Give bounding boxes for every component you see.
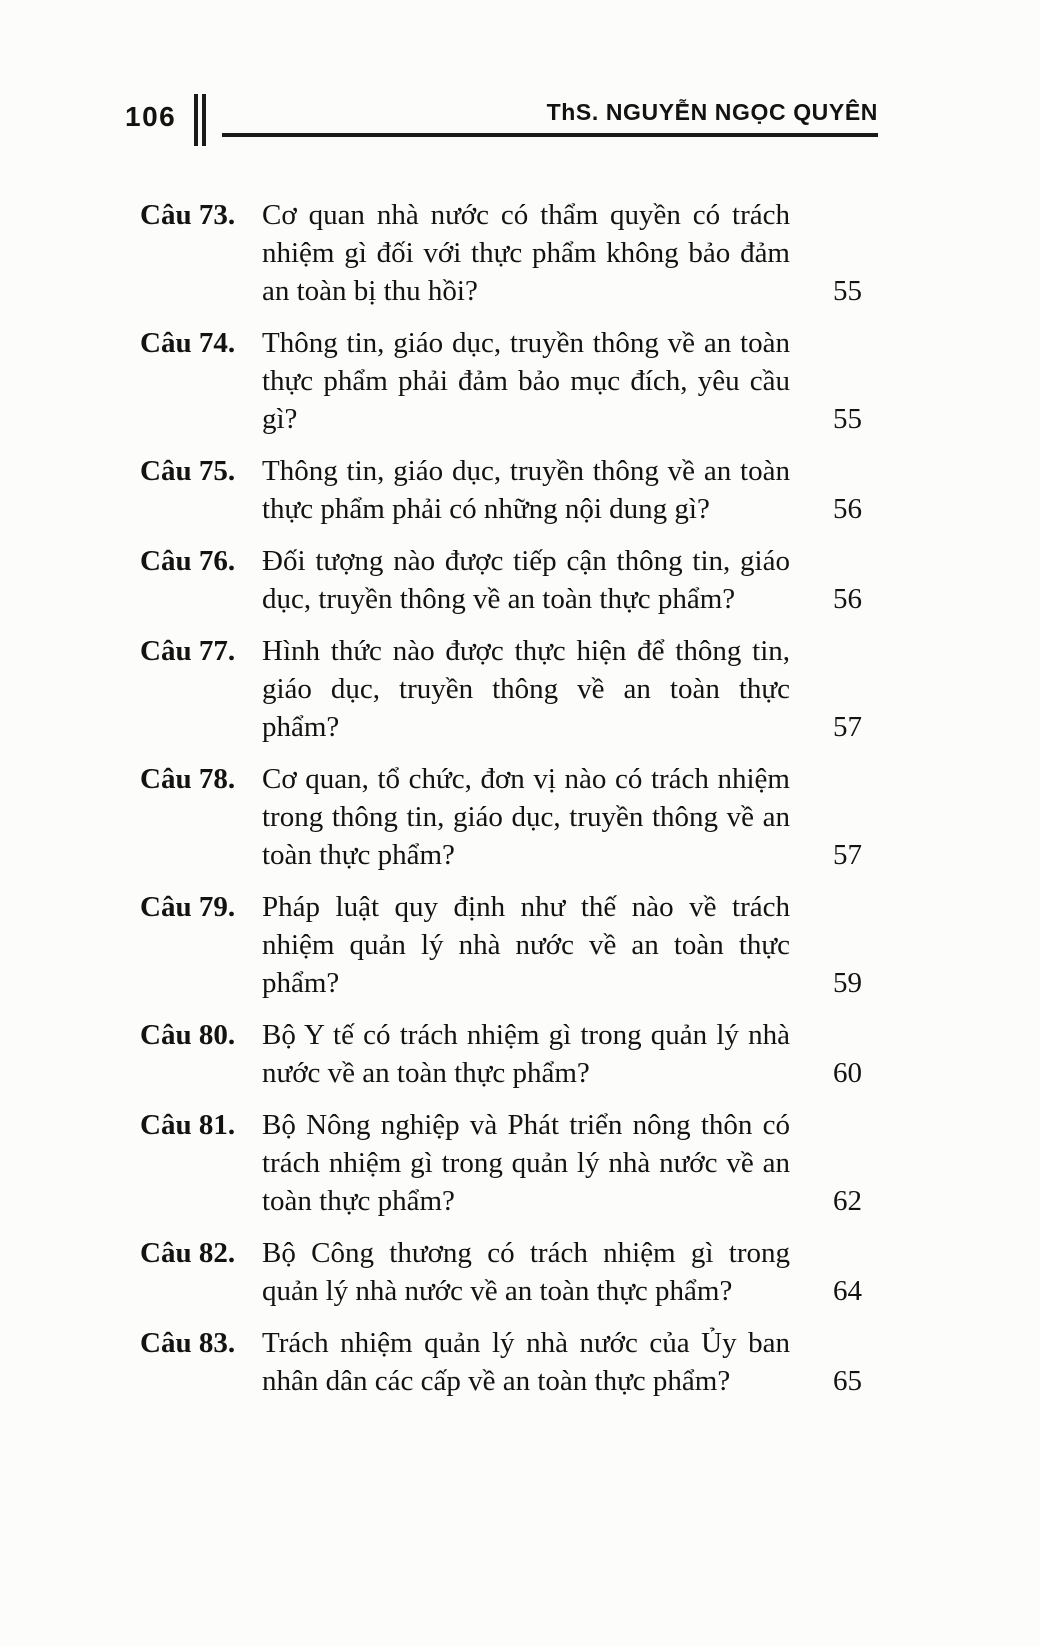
entry-question-label: Câu 79. xyxy=(140,891,236,923)
entry-question-label: Câu 80. xyxy=(140,1019,236,1051)
entry-question-text: Bộ Nông nghiệp và Phát triển nông thôn có trách nhiệm gì trong quản lý nhà nước về an toàn thực phẩm? xyxy=(262,1109,790,1217)
entry-page-number: 56 xyxy=(833,583,862,615)
entry-question-label: Câu 83. xyxy=(140,1327,236,1359)
entry-question-text: Thông tin, giáo dục, truyền thông về an toàn thực phẩm phải đảm bảo mục đích, yêu cầu gì? xyxy=(262,327,790,435)
entry-question-label: Câu 81. xyxy=(140,1109,236,1141)
entry-question-text: Bộ Y tế có trách nhiệm gì trong quản lý nhà nước về an toàn thực phẩm? xyxy=(262,1019,790,1089)
entry-page-number: 64 xyxy=(833,1275,862,1307)
entry-question-label: Câu 77. xyxy=(140,635,236,667)
entry-question-label: Câu 82. xyxy=(140,1237,236,1269)
double-bar-ornament xyxy=(194,94,206,146)
entry-question-label: Câu 78. xyxy=(140,763,236,795)
entry-question-text: Đối tượng nào được tiếp cận thông tin, giáo dục, truyền thông về an toàn thực phẩm? xyxy=(262,545,790,615)
toc-entry xyxy=(140,452,862,528)
entry-question-label: Câu 75. xyxy=(140,455,236,487)
entry-question-label: Câu 74. xyxy=(140,327,236,359)
ornament-bar xyxy=(202,94,206,146)
entry-question-text: Hình thức nào được thực hiện để thông tin, giáo dục, truyền thông về an toàn thực phẩm? xyxy=(262,635,790,743)
entry-page-number: 60 xyxy=(833,1057,862,1089)
entry-page-number: 55 xyxy=(833,403,862,435)
ornament-bar xyxy=(194,94,198,146)
toc-entry xyxy=(140,1106,862,1220)
toc-entry xyxy=(140,888,862,1002)
entry-page-number: 57 xyxy=(833,711,862,743)
entry-question-text: Thông tin, giáo dục, truyền thông về an toàn thực phẩm phải có những nội dung gì? xyxy=(262,455,790,525)
entry-question-label: Câu 73. xyxy=(140,199,236,231)
toc-entry xyxy=(140,324,862,438)
entry-question-text: Cơ quan nhà nước có thẩm quyền có trách nhiệm gì đối với thực phẩm không bảo đảm an toàn bị thu hồi? xyxy=(262,199,790,307)
running-head-author: ThS. NGUYỄN NGỌC QUYÊN xyxy=(546,99,878,125)
entry-question-text: Bộ Công thương có trách nhiệm gì trong quản lý nhà nước về an toàn thực phẩm? xyxy=(262,1237,790,1307)
entry-page-number: 56 xyxy=(833,493,862,525)
entry-question-text: Pháp luật quy định như thế nào về trách nhiệm quản lý nhà nước về an toàn thực phẩm? xyxy=(262,891,790,999)
page-header xyxy=(125,94,878,137)
entry-question-text: Trách nhiệm quản lý nhà nước của Ủy ban nhân dân các cấp về an toàn thực phẩm? xyxy=(262,1327,790,1397)
toc-entry xyxy=(140,1016,862,1092)
toc-entry xyxy=(140,196,862,310)
entry-page-number: 55 xyxy=(833,275,862,307)
entry-page-number: 57 xyxy=(833,839,862,871)
header-rule xyxy=(222,99,878,137)
toc-entry xyxy=(140,1324,862,1400)
entry-page-number: 65 xyxy=(833,1365,862,1397)
entry-question-text: Cơ quan, tổ chức, đơn vị nào có trách nhiệm trong thông tin, giáo dục, truyền thông về an toàn thực phẩm? xyxy=(262,763,790,871)
toc-entry xyxy=(140,760,862,874)
page-number: 106 xyxy=(125,101,177,132)
toc-entry xyxy=(140,632,862,746)
toc-entries xyxy=(140,196,862,1414)
entry-page-number: 62 xyxy=(833,1185,862,1217)
entry-question-label: Câu 76. xyxy=(140,545,236,577)
toc-entry xyxy=(140,1234,862,1310)
entry-page-number: 59 xyxy=(833,967,862,999)
toc-entry xyxy=(140,542,862,618)
